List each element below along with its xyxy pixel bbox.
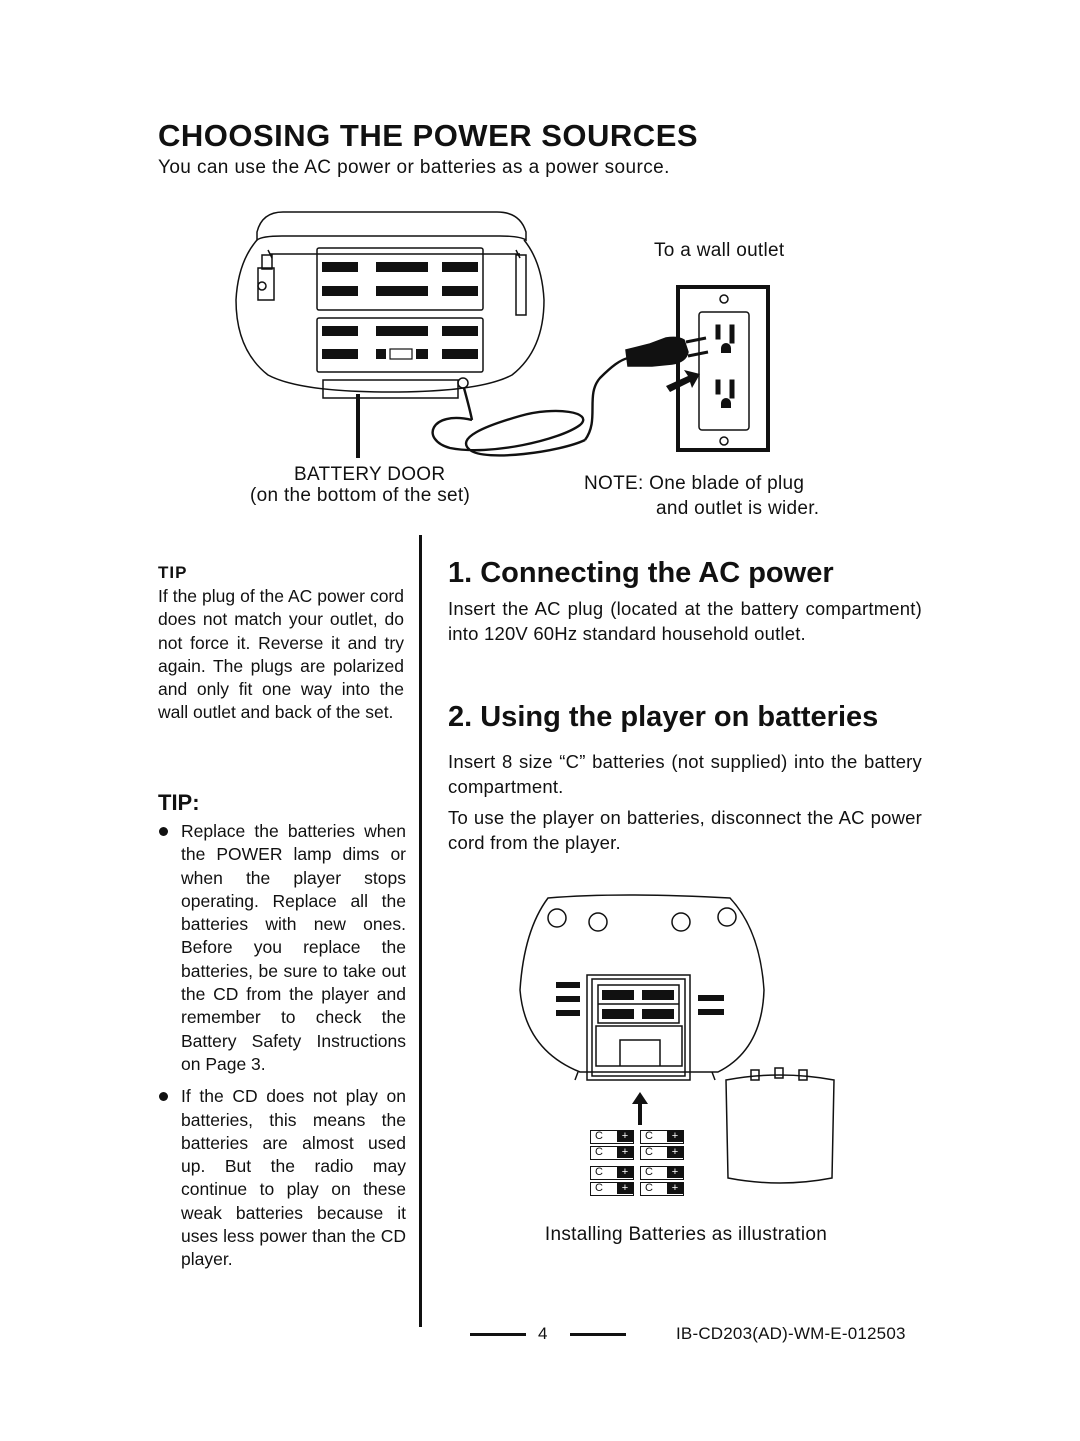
page-subtitle: You can use the AC power or batteries as a power source. xyxy=(158,157,670,178)
section-text-ac-power: Insert the AC plug (located at the battery compartment) into 120V 60Hz standard household outlet. xyxy=(448,598,922,644)
section-heading-ac-power: 1. Connecting the AC power xyxy=(448,557,834,589)
footer-rule-right xyxy=(570,1333,626,1336)
battery-door-sublabel: (on the bottom of the set) xyxy=(250,485,471,506)
bullet-text: If the CD does not play on batteries, this means the batteries are almost used up. But the radio may continue to play on these weak batteries because it uses less power than the CD player. xyxy=(181,1086,406,1270)
tip-text: If the plug of the AC power cord does not match your outlet, do not force it. Reverse it and try again. The plugs are polarized and only fit one way into the wall outlet and back of the set. xyxy=(158,586,404,723)
battery-c-cell: C + xyxy=(590,1182,634,1196)
battery-door-illustration xyxy=(726,1068,834,1183)
battery-pair xyxy=(590,1130,634,1160)
battery-pair xyxy=(590,1166,634,1196)
insert-battery-arrow-icon xyxy=(632,1092,648,1125)
battery-c-cell: C + xyxy=(590,1146,634,1160)
section-text-batteries-2: To use the player on batteries, disconnect the AC power cord from the player. xyxy=(448,807,922,853)
section-text-batteries-1: Insert 8 size “C” batteries (not supplied) into the battery compartment. xyxy=(448,751,922,797)
speaker-grille-slots xyxy=(556,982,724,1016)
battery-c-cell: C + xyxy=(590,1166,634,1180)
bullet-text: Replace the batteries when the POWER lamp dims or when the player stops operating. Replace all the batteries with new ones. Before you replace the batteries, be sure to take out the CD from the player and remember to check the Battery Safety Instructions on Page 3. xyxy=(181,821,406,1074)
tip-heading: TIP xyxy=(158,563,188,582)
plug-note-line2: and outlet is wider. xyxy=(656,498,820,519)
battery-door-label: BATTERY DOOR xyxy=(294,464,446,485)
wall-outlet-label: To a wall outlet xyxy=(654,240,785,261)
section-heading-batteries: 2. Using the player on batteries xyxy=(448,701,879,733)
tip-heading-batteries: TIP: xyxy=(158,790,200,815)
battery-set-illustration xyxy=(590,1130,690,1200)
battery-c-cell: C + xyxy=(590,1130,634,1144)
footer-rule-left xyxy=(470,1333,526,1336)
battery-c-cell: C + xyxy=(640,1182,684,1196)
battery-figure-caption: Installing Batteries as illustration xyxy=(544,1224,828,1245)
battery-pair xyxy=(640,1130,684,1160)
plug-note-line1: NOTE: One blade of plug xyxy=(584,473,805,494)
page-number: 4 xyxy=(538,1324,548,1343)
document-code: IB-CD203(AD)-WM-E-012503 xyxy=(676,1324,906,1343)
battery-c-cell: C + xyxy=(640,1130,684,1144)
battery-c-cell: C + xyxy=(640,1166,684,1180)
battery-pair xyxy=(640,1166,684,1196)
page-title: CHOOSING THE POWER SOURCES xyxy=(158,118,699,153)
battery-c-cell: C + xyxy=(640,1146,684,1160)
